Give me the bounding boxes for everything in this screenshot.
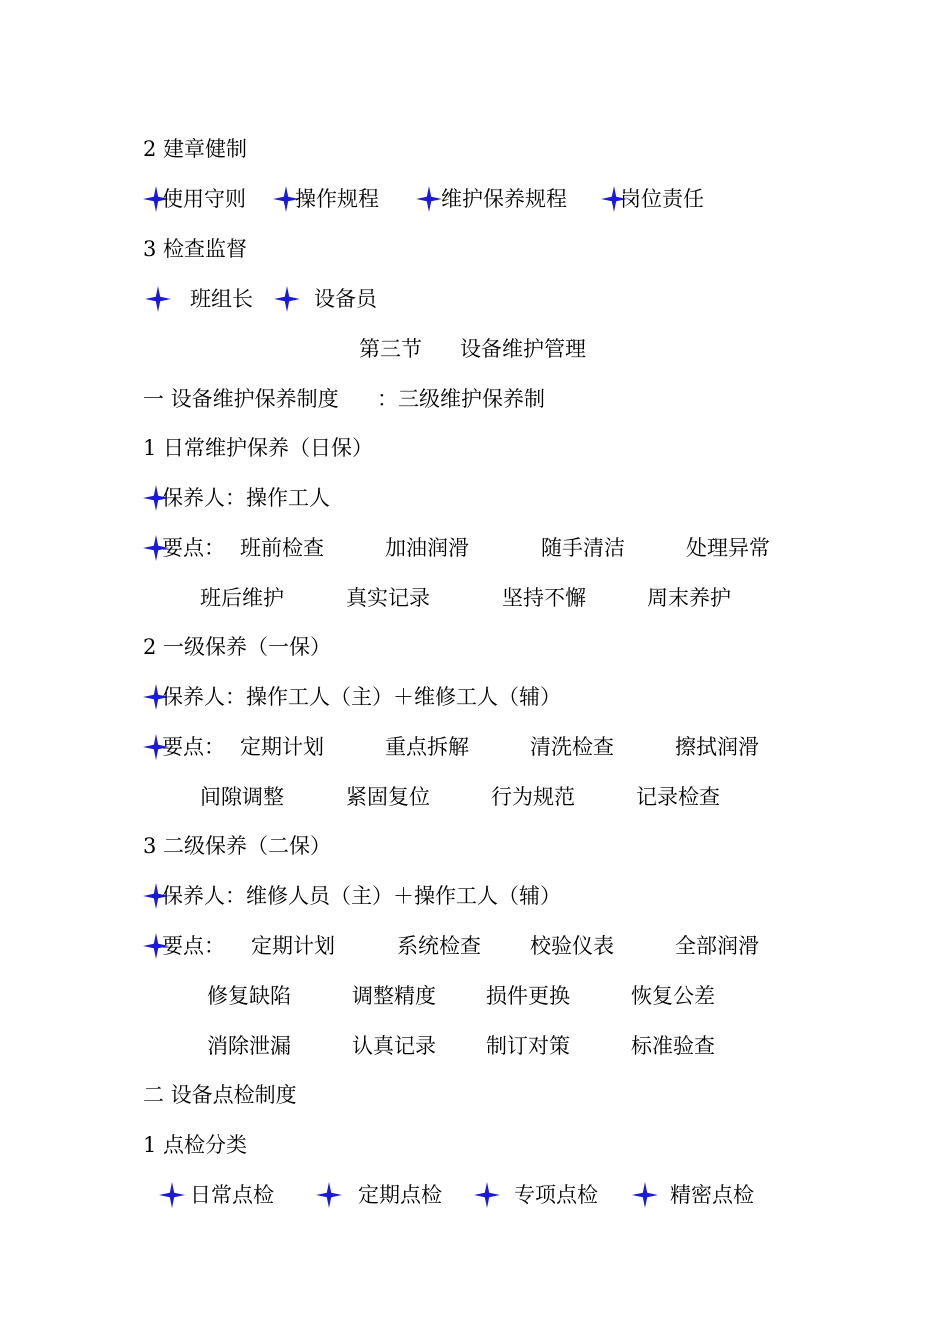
- s3-item-2: 设备员: [314, 287, 377, 311]
- second-level-point: 恢复公差: [631, 984, 715, 1008]
- first-level-heading: 2 一级保养（一保）: [143, 635, 332, 659]
- part-two-heading: 二 设备点检制度: [143, 1083, 297, 1107]
- daily-point: 随手清洁: [541, 536, 625, 560]
- daily-point: 班前检查: [240, 536, 324, 560]
- star-bullet-icon: [158, 1181, 186, 1209]
- inspect-item-2: 定期点检: [358, 1183, 442, 1207]
- first-level-point: 定期计划: [240, 735, 324, 759]
- star-bullet-icon: [315, 1181, 343, 1209]
- section-3-heading: 3 检查监督: [143, 237, 248, 261]
- daily-point: 坚持不懈: [502, 586, 586, 610]
- section-title-number: 第三节: [359, 337, 422, 361]
- first-level-key-label: 要点：: [162, 735, 225, 759]
- first-level-point: 记录检查: [636, 785, 720, 809]
- star-bullet-icon: [415, 185, 443, 213]
- second-level-point: 修复缺陷: [207, 984, 291, 1008]
- inspect-item-4: 精密点检: [670, 1183, 754, 1207]
- star-bullet-icon: [631, 1181, 659, 1209]
- daily-point: 处理异常: [686, 536, 770, 560]
- daily-point: 班后维护: [200, 586, 284, 610]
- first-level-point: 擦拭润滑: [675, 735, 759, 759]
- daily-key-label: 要点：: [162, 536, 225, 560]
- second-level-point: 调整精度: [352, 984, 436, 1008]
- star-bullet-icon: [273, 285, 301, 313]
- second-level-key-label: 要点：: [162, 934, 225, 958]
- inspect-heading: 1 点检分类: [143, 1133, 248, 1157]
- second-level-point: 全部润滑: [675, 934, 759, 958]
- second-level-point: 定期计划: [251, 934, 335, 958]
- daily-owner: 保养人：操作工人: [162, 486, 330, 510]
- daily-point: 真实记录: [346, 586, 430, 610]
- second-level-point: 系统检查: [397, 934, 481, 958]
- section-title-name: 设备维护管理: [460, 337, 586, 361]
- first-level-point: 重点拆解: [385, 735, 469, 759]
- s2-item-2: 操作规程: [295, 187, 379, 211]
- second-level-owner: 保养人：维修人员（主）＋操作工人（辅）: [162, 884, 561, 908]
- daily-heading: 1 日常维护保养（日保）: [143, 436, 374, 460]
- part-one-heading: 一 设备维护保养制度: [143, 387, 339, 411]
- part-one-value: ：三级维护保养制: [377, 387, 545, 411]
- inspect-item-1: 日常点检: [190, 1183, 274, 1207]
- second-level-point: 制订对策: [486, 1034, 570, 1058]
- star-bullet-icon: [144, 285, 172, 313]
- inspect-item-3: 专项点检: [514, 1183, 598, 1207]
- daily-point: 加油润滑: [385, 536, 469, 560]
- first-level-point: 行为规范: [491, 785, 575, 809]
- first-level-point: 清洗检查: [530, 735, 614, 759]
- second-level-point: 校验仪表: [530, 934, 614, 958]
- second-level-point: 标准验查: [631, 1034, 715, 1058]
- section-2-heading: 2 建章健制: [143, 137, 248, 161]
- first-level-owner: 保养人：操作工人（主）＋维修工人（辅）: [162, 685, 561, 709]
- second-level-point: 认真记录: [352, 1034, 436, 1058]
- second-level-point: 损件更换: [486, 984, 570, 1008]
- s3-item-1: 班组长: [190, 287, 253, 311]
- s2-item-4: 岗位责任: [620, 187, 704, 211]
- first-level-point: 紧固复位: [346, 785, 430, 809]
- second-level-heading: 3 二级保养（二保）: [143, 834, 332, 858]
- second-level-point: 消除泄漏: [207, 1034, 291, 1058]
- s2-item-3: 维护保养规程: [441, 187, 567, 211]
- star-bullet-icon: [473, 1181, 501, 1209]
- s2-item-1: 使用守则: [162, 187, 246, 211]
- daily-point: 周末养护: [647, 586, 731, 610]
- first-level-point: 间隙调整: [200, 785, 284, 809]
